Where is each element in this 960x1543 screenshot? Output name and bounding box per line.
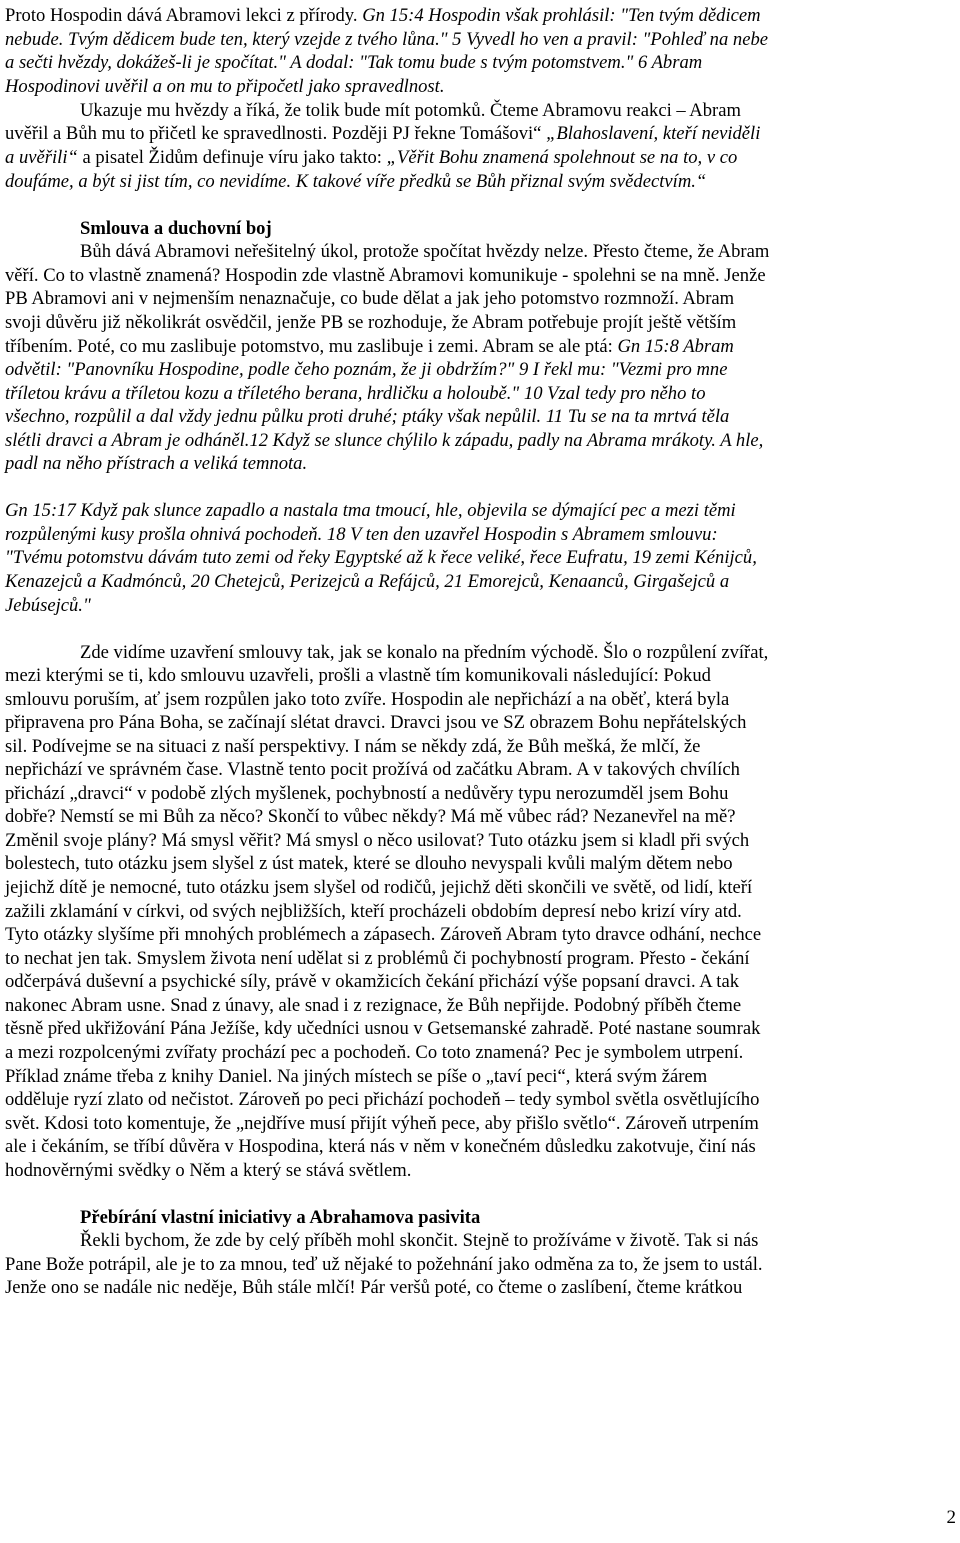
text-span: Pane Bože potrápil, ale je to za mnou, teď už nějaké to požehnání jako odměna za to, že jsem to ustál. xyxy=(5,1254,763,1275)
text-span: Bůh dává Abramovi neřešitelný úkol, protože spočítat hvězdy nelze. Přesto čteme, že Abram xyxy=(80,241,770,262)
italic-text: „Věřit Bohu znamená spolehnout se na to, v co xyxy=(386,147,738,168)
text-line xyxy=(5,876,752,900)
italic-text: a sečti hvězdy, dokážeš-li je spočítat." A dodal: "Tak tomu bude s tvým potomstvem." 6 Abram xyxy=(5,52,703,73)
text-span: Proto Hospodin dává Abramovi lekci z přírody. xyxy=(5,5,363,26)
text-line xyxy=(5,664,711,688)
italic-text: doufáme, a být si jist tím, co nevidíme. K takové víře předků se Bůh přiznal svým svědectvím.“ xyxy=(5,171,707,192)
italic-text: Gn 15:8 Abram xyxy=(617,336,734,357)
text-span: nakonec Abram usne. Snad z únavy, ale snad i z rezignace, že Bůh nepřijde. Podobný příběh čteme xyxy=(5,995,742,1016)
italic-text: Jebúsejců." xyxy=(5,595,91,616)
text-line xyxy=(5,358,727,382)
text-line xyxy=(5,594,91,618)
text-line xyxy=(5,1276,742,1300)
text-span: ale i čekáním, se tříbí důvěra v Hospodina, která nás v něm v konečném důsledku zakotvuje, činí nás xyxy=(5,1136,756,1157)
italic-text: rozpůlenými kusy prošla ohnivá pochodeň. 18 V ten den uzavřel Hospodin s Abramem smlouvu: xyxy=(5,524,718,545)
text-line xyxy=(5,287,734,311)
text-line xyxy=(80,1229,758,1253)
text-line xyxy=(5,805,736,829)
text-line xyxy=(5,122,760,146)
text-line xyxy=(5,688,729,712)
text-span: přichází „dravci“ v podobě zlých myšlenek, pochybností a nedůvěry typu nerozumděl jsem Bohu xyxy=(5,783,729,804)
italic-text: tříletou krávu a tříletou kozu a tříletého berana, hrdličku a holoubě." 10 Vzal tedy pro něho to xyxy=(5,383,706,404)
text-line xyxy=(5,1088,759,1112)
italic-text: Hospodinovi uvěřil a on mu to připočetl jako spravedlnost. xyxy=(5,76,445,97)
italic-text: "Tvému potomstvu dávám tuto zemi od řeky Egyptské až k řece veliké, řece Eufratu, 19 zemi Kénijců, xyxy=(5,547,757,568)
text-span: věří. Co to vlastně znamená? Hospodin zde vlastně Abramovi komunikuje - spolehni se na mně. Jenže xyxy=(5,265,766,286)
text-line xyxy=(5,970,739,994)
bold-text: Přebírání vlastní iniciativy a Abrahamova pasivita xyxy=(80,1207,481,1228)
text-line xyxy=(5,28,768,52)
italic-text: „Blahoslavení, kteří neviděli xyxy=(546,123,761,144)
text-span: Příklad známe třeba z knihy Daniel. Na jiných místech se píše o „taví peci“, která svým žárem xyxy=(5,1066,708,1087)
italic-text: Gn 15:17 Když pak slunce zapadlo a nastala tma tmoucí, hle, objevila se dýmající pec a mezi těmi xyxy=(5,500,736,521)
text-line xyxy=(5,923,761,947)
text-line xyxy=(5,947,750,971)
text-span: PB Abramovi ani v nejmenším nenaznačuje, co bude dělat a jak jeho potomstvo rozmnoží. Abram xyxy=(5,288,735,309)
text-line xyxy=(5,405,729,429)
text-line xyxy=(5,735,700,759)
text-line xyxy=(5,523,718,547)
text-line xyxy=(5,852,733,876)
text-span: Jenže ono se nadále nic neděje, Bůh stále mlčí! Pár veršů poté, co čteme o zaslíbení, čteme krátkou xyxy=(5,1277,743,1298)
section-heading-iniciativa xyxy=(80,1206,480,1230)
text-line xyxy=(80,99,741,123)
italic-text: padl na něho přístrach a veliká temnota. xyxy=(5,453,308,474)
text-span: Ukazuje mu hvězdy a říká, že tolik bude mít potomků. Čteme Abramovu reakci – Abram xyxy=(80,100,741,121)
text-line xyxy=(5,382,706,406)
text-span: svět. Kdosi toto komentuje, že „nejdříve musí přijít výheň pece, aby přišlo světlo“. Zároveň utrpením xyxy=(5,1113,759,1134)
text-span: jejichž dítě je nemocné, tuto otázku jsem slyšel od rodičů, jejichž děti skončili ve světě, od lidí, kteří xyxy=(5,877,753,898)
text-line xyxy=(5,452,307,476)
text-span: zažili zklamání v církvi, od svých nejbližších, kteří procházeli obdobím depresí nebo krizí víry atd. xyxy=(5,901,742,922)
text-span: uvěřil a Bůh mu to přičetl ke spravedlnosti. Později PJ řekne Tomášovi“ xyxy=(5,123,547,144)
italic-text: a uvěřili“ xyxy=(5,147,78,168)
italic-text: Gn 15:4 Hospodin však prohlásil: "Ten tvým dědicem xyxy=(362,5,761,26)
text-span: mezi kterými se ti, kdo smlouvu uzavřeli, prošli a vlastně tím komunikovali následující: Pokud xyxy=(5,665,711,686)
text-span: to nechat jen tak. Smyslem života není udělat si z problémů či pochybností program. Přesto - čekání xyxy=(5,948,750,969)
text-span: hodnověrnými svědky o Něm a který se stává světlem. xyxy=(5,1160,412,1181)
text-line xyxy=(5,1112,759,1136)
text-span: dobře? Nemstí se mi Bůh za něco? Skončí to vůbec někdy? Má mě vůbec rád? Nezanevřel na mě? xyxy=(5,806,736,827)
text-line xyxy=(80,240,769,264)
text-line xyxy=(5,546,757,570)
text-span: sil. Podívejme se na situaci z naší perspektivy. I nám se někdy zdá, že Bůh mešká, že mlčí, že xyxy=(5,736,701,757)
italic-text: slétli dravci a Abram je odháněl.12 Když se slunce chýlilo k západu, padly na Abrama mrákoty. A hle, xyxy=(5,430,764,451)
text-span: nepřichází ve správném čase. Vlastně tento pocit prožívá od začátku Abram. A v takových chvílích xyxy=(5,759,740,780)
text-span: Řekli bychom, že zde by celý příběh mohl skončit. Stejně to prožíváme v životě. Tak si nás xyxy=(80,1230,759,1251)
text-span: tříbením. Poté, co mu zaslibuje potomstvo, mu zaslibuje i zemi. Abram se ale ptá: xyxy=(5,336,618,357)
text-span: Změnil svoje plány? Má smysl věřit? Má smysl o něco usilovat? Tuto otázku jsem si kladl při svých xyxy=(5,830,750,851)
italic-text: Kenazejců a Kadmónců, 20 Chetejců, Perizejců a Refájců, 21 Emorejců, Kenaanců, Girgašejců a xyxy=(5,571,730,592)
text-line xyxy=(5,758,740,782)
text-span: odděluje ryzí zlato od nečistot. Zároveň po peci přichází pochodeň – tedy symbol světla osvětlujícího xyxy=(5,1089,760,1110)
text-span: odčerpává duševní a psychické síly, právě v okamžicích čekání přichází výše popsaní dravci. A tak xyxy=(5,971,740,992)
text-line xyxy=(5,711,746,735)
text-span: bolestech, tuto otázku jsem slyšel z úst matek, které se dlouho nevyspali kvůli malým dětem nebo xyxy=(5,853,733,874)
section-heading-smlouva xyxy=(80,217,272,241)
text-line xyxy=(5,51,702,75)
text-line xyxy=(5,170,706,194)
text-line xyxy=(5,782,728,806)
bold-text: Smlouva a duchovní boj xyxy=(80,218,272,239)
text-span: Zde vidíme uzavření smlouvy tak, jak se konalo na předním východě. Šlo o rozpůlení zvířat, xyxy=(80,642,769,663)
text-span: těsně před ukřižování Pána Ježíše, kdy učedníci usnou v Getsemanské zahradě. Poté nastane soumrak xyxy=(5,1018,761,1039)
text-line xyxy=(5,311,736,335)
text-line xyxy=(5,1253,763,1277)
text-span: svoji důvěru již několikrát osvědčil, jenže PB se rozhoduje, že Abram potřebuje projít ještě větším xyxy=(5,312,737,333)
text-line xyxy=(5,900,742,924)
text-span: připravena pro Pána Boha, se začínají slétat dravci. Dravci jsou ve SZ obrazem Bohu nepřátelských xyxy=(5,712,747,733)
text-line xyxy=(5,570,729,594)
italic-text: nebude. Tvým dědicem bude ten, který vzejde z tvého lůna." 5 Vyvedl ho ven a pravil: "Pohleď na nebe xyxy=(5,29,769,50)
text-line xyxy=(5,146,737,170)
text-line xyxy=(5,1159,411,1183)
text-line xyxy=(5,75,445,99)
italic-text: odvětil: "Panovníku Hospodine, podle čeho poznám, že ji obdržím?" 9 I řekl mu: "Vezmi pro mne xyxy=(5,359,728,380)
text-line xyxy=(5,264,766,288)
text-line xyxy=(5,1135,756,1159)
text-span: smlouvu poruším, ať jsem rozpůlen jako toto zvíře. Hospodin ale nepřichází a na oběť, která byla xyxy=(5,689,730,710)
text-line xyxy=(5,499,736,523)
text-line xyxy=(5,335,734,359)
italic-text: všechno, rozpůlil a dal vždy jednu půlku proti druhé; ptáky však nepůlil. 11 Tu se na ta mrtvá těla xyxy=(5,406,730,427)
text-span: a pisatel Židům definuje víru jako takto: xyxy=(77,147,387,168)
text-line xyxy=(5,4,761,28)
text-line xyxy=(5,1065,707,1089)
text-line xyxy=(5,429,763,453)
page-number: 2 xyxy=(946,1507,956,1528)
text-span: a mezi rozpolcenými zvířaty prochází pec a pochodeň. Co toto znamená? Pec je symbolem utrpení. xyxy=(5,1042,744,1063)
text-line xyxy=(5,829,749,853)
text-line xyxy=(5,1041,743,1065)
text-line xyxy=(5,994,741,1018)
text-line xyxy=(80,641,768,665)
text-span: Tyto otázky slyšíme při mnohých problémech a zápasech. Zároveň Abram tyto dravce odhání, nechce xyxy=(5,924,762,945)
text-line xyxy=(5,1017,760,1041)
